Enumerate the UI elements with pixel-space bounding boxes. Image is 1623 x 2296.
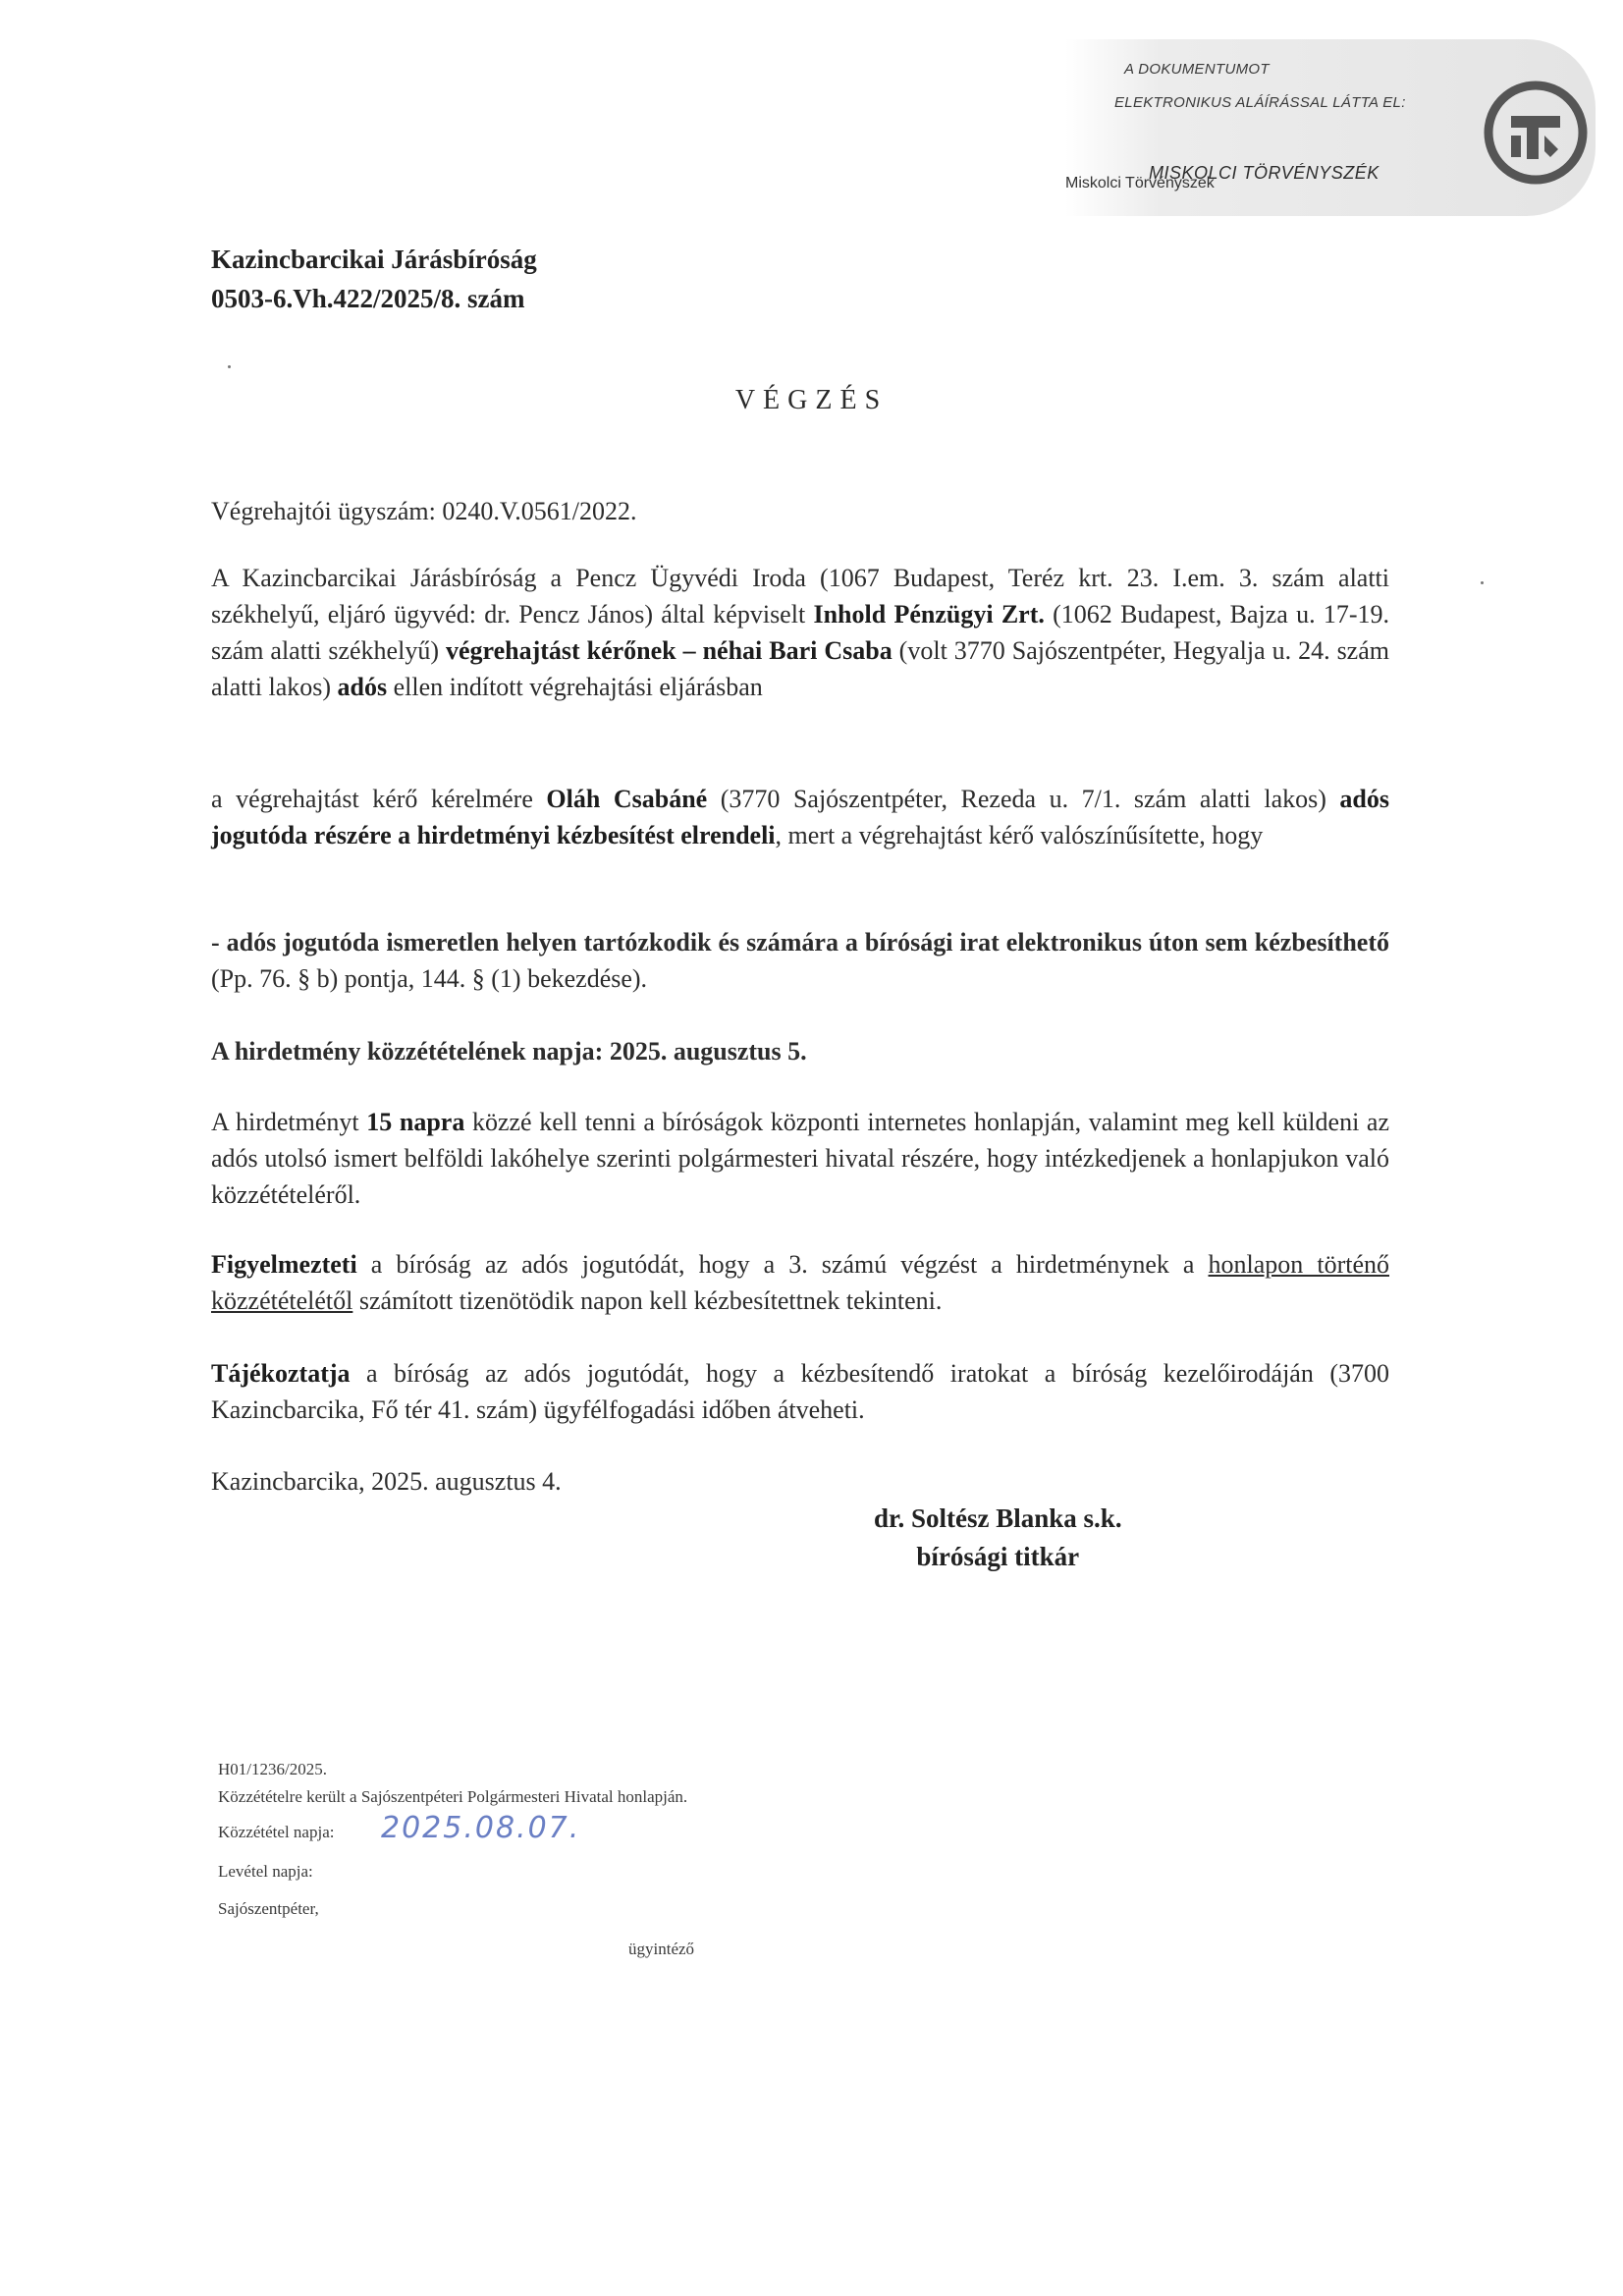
p6-underline-c: honlapon történő közzétételétől <box>211 1250 1389 1315</box>
p2-bold-d: adós jogutóda részére a hirdetményi kézbesítést elrendeli <box>211 785 1389 849</box>
scan-speck <box>228 365 231 368</box>
p6-text-d: számított tizenötödik napon kell kézbesítettnek tekinteni. <box>352 1286 943 1315</box>
p6-text-b: a bíróság az adós jogutódát, hogy a 3. számú végzést a hirdetménynek a <box>356 1250 1209 1279</box>
paragraph-order <box>211 781 1389 853</box>
footer-clerk: ügyintéző <box>628 1940 695 1958</box>
p3-bold-a: - adós jogutóda ismeretlen helyen tartózkodik és számára a bírósági irat elektronikus úton sem kézbesíthető <box>211 928 1389 957</box>
footer-ref: H01/1236/2025. <box>218 1760 327 1778</box>
enforcement-case-ref: Végrehajtói ügyszám: 0240.V.0561/2022. <box>211 497 637 525</box>
p1-text-c: (1062 Budapest, Bajza u. 17-19. szám alatti székhelyű) <box>211 600 1390 665</box>
place-and-date: Kazincbarcika, 2025. augusztus 4. <box>211 1467 562 1496</box>
paragraph-publication <box>211 1104 1389 1213</box>
p3-text-b: (Pp. 76. § b) pontja, 144. § (1) bekezdése). <box>211 964 648 993</box>
court-name: Kazincbarcikai Járásbíróság <box>211 245 537 274</box>
document-title: VÉGZÉS <box>734 385 889 415</box>
p7-text-b: a bíróság az adós jogutódát, hogy a kézbesítendő iratokat a bíróság kezelőirodáján (3700 Kazincbarcika, Fő tér 41. szám) ügyfélfogadási időben átveheti. <box>211 1359 1389 1424</box>
p1-text-a: A Kazincbarcikai Járásbíróság a Pencz Ügyvédi Iroda (1067 Budapest, Teréz krt. 23. I.em. 3. szám alatti székhelyű, eljáró ügyvéd: dr. Pencz János) által képviselt <box>211 564 1389 629</box>
paragraph-information <box>211 1355 1389 1428</box>
signer-name: dr. Soltész Blanka s.k. <box>874 1503 1122 1533</box>
successor-name: Oláh Csabáné <box>546 785 708 813</box>
stamp-line-2: ELEKTRONIKUS ALÁÍRÁSSAL LÁTTA EL: <box>1114 94 1406 111</box>
p6-bold-a: Figyelmezteti <box>211 1250 357 1279</box>
stamp-line-1: A DOKUMENTUMOT <box>1124 61 1270 78</box>
signer-role: bírósági titkár <box>916 1542 1080 1571</box>
stamp-court-name-plain: Miskolci Törvényszék <box>1065 175 1215 191</box>
p2-text-a: a végrehajtást kérő kérelmére <box>211 785 547 813</box>
footer-published: Közzétételre került a Sajószentpéteri Polgármesteri Hivatal honlapján. <box>218 1787 688 1806</box>
signature-block <box>874 1500 1122 1576</box>
p2-text-c: (3770 Sajószentpéter, Rezeda u. 7/1. szám alatti lakos) <box>707 785 1340 813</box>
p7-bold-a: Tájékoztatja <box>211 1359 351 1388</box>
paragraph-proceedings <box>211 560 1389 705</box>
handwritten-pub-date: 2025.08.07. <box>381 1811 581 1845</box>
scan-speck <box>1481 581 1484 584</box>
publication-date-line: A hirdetmény közzétételének napja: 2025. augusztus 5. <box>211 1037 807 1066</box>
footer-removal-label: Levétel napja: <box>218 1862 313 1881</box>
p5-bold-b: 15 napra <box>366 1108 465 1136</box>
court-logo-icon <box>1482 79 1590 187</box>
paragraph-reason <box>211 924 1389 997</box>
p2-text-e: , mert a végrehajtást kérő valószínűsítette, hogy <box>775 821 1264 849</box>
p1-text-e: (volt 3770 Sajószentpéter, Hegyalja u. 24. szám alatti lakos) <box>211 636 1389 701</box>
creditor-name: Inhold Pénzügyi Zrt. <box>813 600 1045 629</box>
p1-text-g: ellen indított végrehajtási eljárásban <box>387 673 763 701</box>
document-header <box>211 240 537 318</box>
p1-bold-d: végrehajtást kérőnek – néhai Bari Csaba <box>445 636 893 665</box>
p5-text-c: közzé kell tenni a bíróságok központi internetes honlapján, valamint meg kell küldeni az adós utolsó ismert belföldi lakóhelye szerinti polgármesteri hivatal részére, hogy intézkedjenek a honlapjukon való közzétételéről. <box>211 1108 1389 1209</box>
case-number: 0503-6.Vh.422/2025/8. szám <box>211 284 525 313</box>
footer-pub-date-label: Közzététel napja: <box>218 1823 335 1841</box>
p5-text-a: A hirdetményt <box>211 1108 367 1136</box>
electronic-signature-stamp <box>1065 39 1596 216</box>
paragraph-warning <box>211 1246 1389 1319</box>
footer-place: Sajószentpéter, <box>218 1899 319 1918</box>
stamp-court-name: MISKOLCI TÖRVÉNYSZÉK <box>1149 163 1380 183</box>
p1-bold-f: adós <box>337 673 388 701</box>
